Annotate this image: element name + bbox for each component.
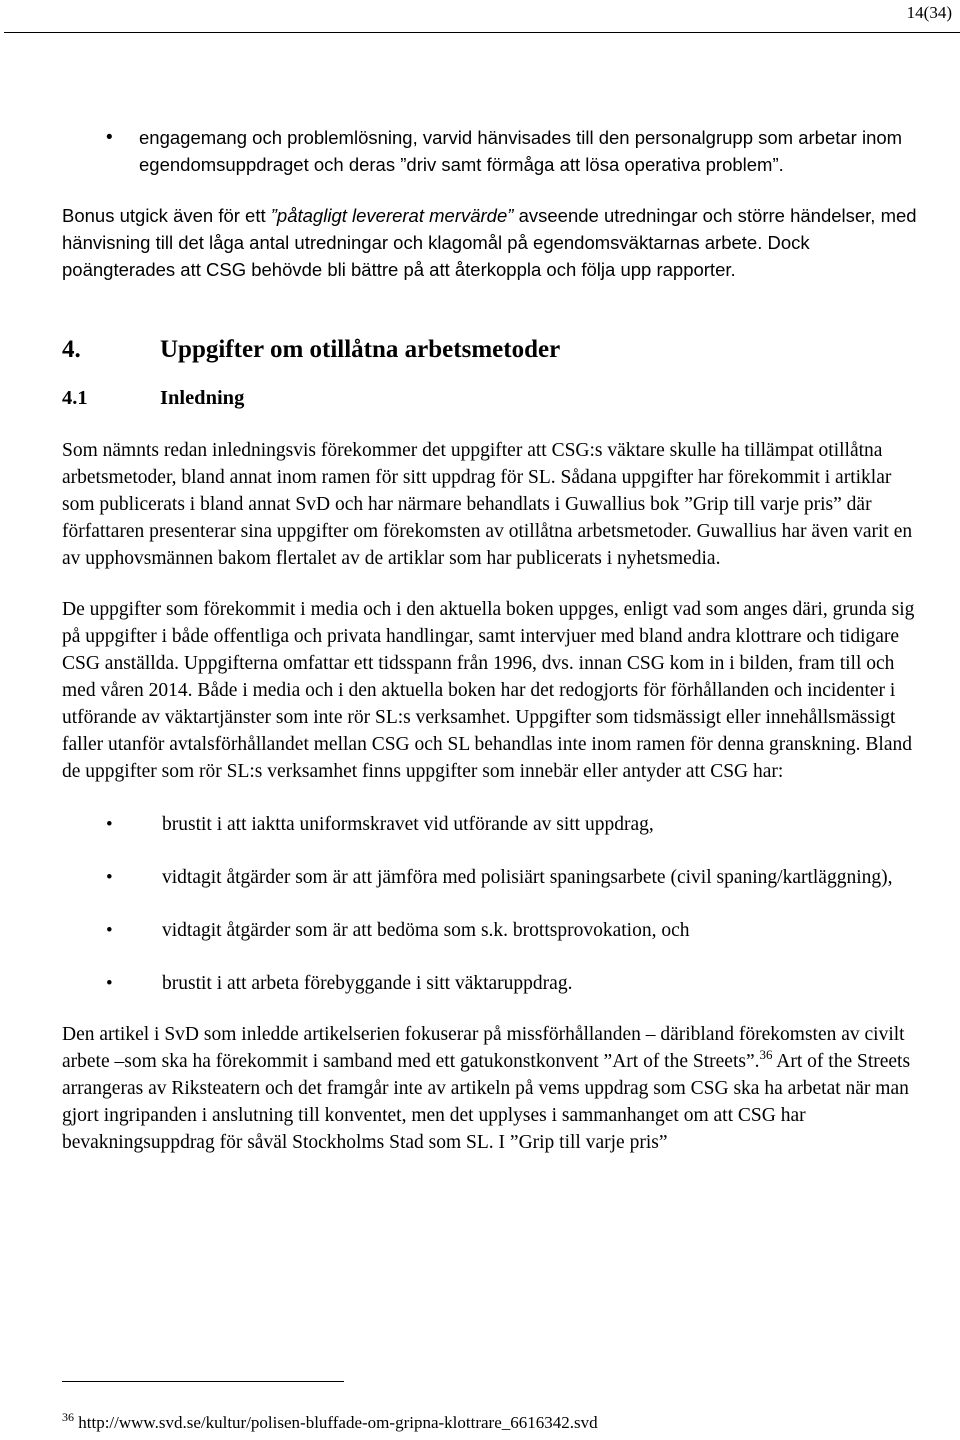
list-item-text: brustit i att iaktta uniformskravet vid utförande av sitt uppdrag,	[162, 814, 654, 835]
footnote	[62, 1412, 598, 1434]
paragraph-3-text-1: Den artikel i SvD som inledde artikelserien fokuserar på missförhållanden – däribland förekomsten av civilt arbete –som ska ha förekommit i samband med ett gatukonstkonvent ”Art of the Streets”.	[62, 1024, 905, 1072]
footnote-reference[interactable]: 36	[759, 1047, 773, 1062]
bullet-marker: •	[106, 814, 113, 835]
bullet-marker: •	[106, 127, 113, 148]
bullet-marker: •	[106, 867, 113, 888]
paragraph-3	[62, 1021, 922, 1156]
section-title: Uppgifter om otillåtna arbetsmetoder	[160, 336, 561, 363]
footnote-number: 36	[62, 1410, 74, 1424]
section-heading	[62, 335, 922, 365]
paragraph-2: De uppgifter som förekommit i media och i den aktuella boken uppges, enligt vad som anges däri, grunda sig på uppgifter i både offentliga och privata handlingar, samt intervjuer med bland andra klottrare och tidigare CSG anställda. Uppgifterna omfattar ett tidsspann från 1996, dvs. innan CSG kom in i bilden, fram till och med våren 2014. Både i media och i den aktuella boken har det redogjorts för förhållanden och incidenter i utförande av väktartjänster som inte rör SL:s verksamhet. Uppgifter som tidsmässigt eller innehållsmässigt faller utanför avtalsförhållandet mellan CSG och SL behandlas inte inom ramen för denna granskning. Bland de uppgifter som rör SL:s verksamhet finns uppgifter som innebär eller antyder att CSG har:	[62, 599, 915, 782]
footnote-link[interactable]: http://www.svd.se/kultur/polisen-bluffade-om-gripna-klottrare_6616342.svd	[78, 1413, 598, 1432]
paragraph-3-text-2: Art of the Streets arrangeras av Riksteatern och det framgår inte av artikeln på vems uppdrag som CSG ska ha arbetat när man gjort ingripanden i anslutning till konventet, men det upplyses i sammanhanget om att CSG har bevakningsuppdrag för såväl Stockholms Stad som SL. I ”Grip till varje pris”	[62, 1051, 911, 1153]
footnote-separator	[62, 1381, 344, 1382]
subsection-title: Inledning	[160, 387, 245, 409]
intro-bullet-item	[62, 124, 922, 178]
section-number: 4.	[62, 336, 81, 363]
bullet-marker: •	[106, 973, 113, 994]
subsection-heading	[62, 385, 922, 412]
list-item	[62, 811, 922, 838]
list-item-text: brustit i att arbeta förebyggande i sitt väktaruppdrag.	[162, 973, 573, 994]
header-rule	[4, 32, 960, 33]
paragraph-1: Som nämnts redan inledningsvis förekommer det uppgifter att CSG:s väktare skulle ha tillämpat otillåtna arbetsmetoder, bland annat inom ramen för sitt uppdrag för SL. Sådana uppgifter har förekommit i artiklar som publicerats i bland annat SvD och har närmare behandlats i Guwallius bok ”Grip till varje pris” där författaren presenterar sina uppgifter om förekomsten av otillåtna arbetsmetoder. Guwallius har även varit en av upphovsmännen bakom flertalet av de artiklar som har publicerats i nyhetsmedia.	[62, 440, 913, 569]
list-item-text: vidtagit åtgärder som är att jämföra med polisiärt spaningsarbete (civil spaning/kartläggning),	[162, 867, 893, 888]
bonus-paragraph	[62, 202, 922, 283]
list-item	[62, 864, 922, 891]
intro-bullet-text: engagemang och problemlösning, varvid hänvisades till den personalgrupp som arbetar inom egendomsuppdraget och deras ”driv samt förmåga att lösa operativa problem”.	[139, 127, 903, 175]
list-item	[62, 970, 922, 997]
bonus-text-1: Bonus utgick även för ett	[62, 205, 271, 226]
list-item	[62, 917, 922, 944]
bullet-marker: •	[106, 920, 113, 941]
bonus-italic-text: ”påtagligt levererat mervärde”	[270, 205, 514, 226]
bonus-text-2: avseende utredningar och större händelser, med hänvisning till det låga antal utredningar och klagomål på egendomsväktarnas arbete. Dock poängterades att CSG behövde bli bättre på att återkoppla och följa upp rapporter.	[62, 205, 917, 280]
page-body	[62, 124, 922, 1156]
subsection-number: 4.1	[62, 387, 88, 409]
list-item-text: vidtagit åtgärder som är att bedöma som s.k. brottsprovokation, och	[162, 920, 690, 941]
page-number: 14(34)	[906, 3, 952, 22]
allegations-list	[62, 811, 922, 997]
